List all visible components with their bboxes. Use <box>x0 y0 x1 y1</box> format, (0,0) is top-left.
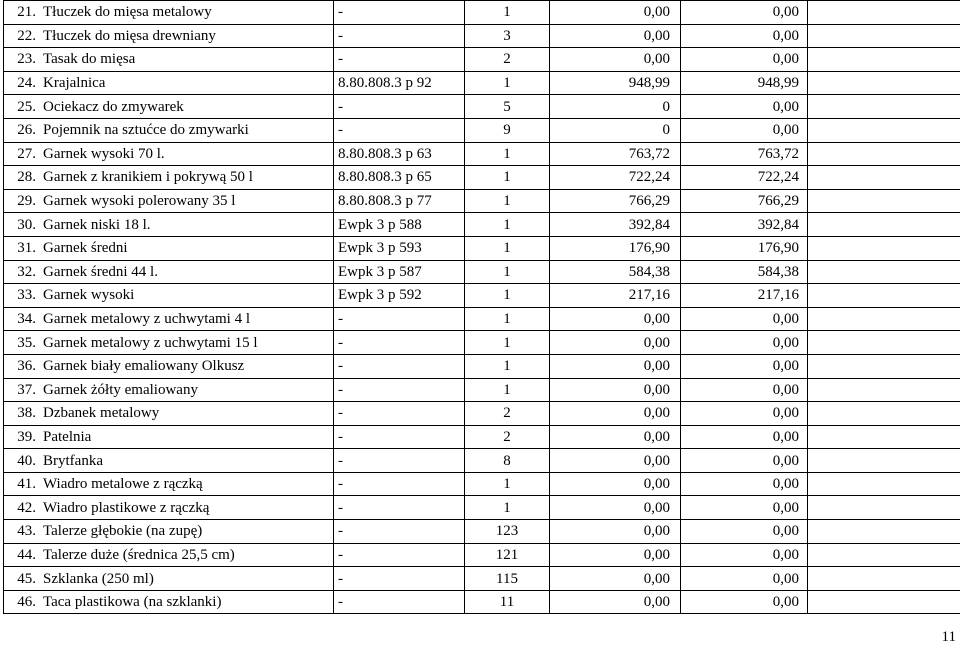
unit-price: 217,16 <box>550 284 681 308</box>
empty-cell <box>808 142 960 166</box>
total-value: 0,00 <box>681 118 808 142</box>
standard-code: - <box>334 378 465 402</box>
item-name: Garnek metalowy z uchwytami 15 l <box>39 331 334 355</box>
unit-price: 0,00 <box>550 472 681 496</box>
total-value: 948,99 <box>681 71 808 95</box>
empty-cell <box>808 543 960 567</box>
empty-cell <box>808 354 960 378</box>
row-number: 44. <box>4 543 40 567</box>
table-row <box>4 71 960 95</box>
item-name: Brytfanka <box>39 449 334 473</box>
row-number: 32. <box>4 260 40 284</box>
inventory-table-body <box>4 1 960 614</box>
empty-cell <box>808 166 960 190</box>
total-value: 0,00 <box>681 520 808 544</box>
empty-cell <box>808 48 960 72</box>
item-name: Garnek wysoki polerowany 35 l <box>39 189 334 213</box>
unit-price: 0,00 <box>550 402 681 426</box>
empty-cell <box>808 71 960 95</box>
item-name: Garnek wysoki <box>39 284 334 308</box>
quantity: 1 <box>465 260 550 284</box>
item-name: Garnek wysoki 70 l. <box>39 142 334 166</box>
row-number: 33. <box>4 284 40 308</box>
table-row <box>4 189 960 213</box>
total-value: 722,24 <box>681 166 808 190</box>
empty-cell <box>808 307 960 331</box>
unit-price: 0,00 <box>550 567 681 591</box>
inventory-table <box>3 0 960 614</box>
table-row <box>4 331 960 355</box>
item-name: Garnek średni 44 l. <box>39 260 334 284</box>
table-row <box>4 213 960 237</box>
item-name: Garnek biały emaliowany Olkusz <box>39 354 334 378</box>
total-value: 584,38 <box>681 260 808 284</box>
unit-price: 0,00 <box>550 543 681 567</box>
unit-price: 0,00 <box>550 496 681 520</box>
empty-cell <box>808 520 960 544</box>
table-row <box>4 307 960 331</box>
standard-code: - <box>334 1 465 25</box>
empty-cell <box>808 118 960 142</box>
unit-price: 0 <box>550 95 681 119</box>
standard-code: - <box>334 590 465 614</box>
unit-price: 766,29 <box>550 189 681 213</box>
item-name: Wiadro metalowe z rączką <box>39 472 334 496</box>
standard-code: Ewpk 3 p 588 <box>334 213 465 237</box>
standard-code: 8.80.808.3 p 65 <box>334 166 465 190</box>
row-number: 25. <box>4 95 40 119</box>
quantity: 1 <box>465 307 550 331</box>
table-row <box>4 354 960 378</box>
item-name: Wiadro plastikowe z rączką <box>39 496 334 520</box>
row-number: 36. <box>4 354 40 378</box>
empty-cell <box>808 24 960 48</box>
table-row <box>4 95 960 119</box>
standard-code: - <box>334 543 465 567</box>
empty-cell <box>808 567 960 591</box>
total-value: 0,00 <box>681 307 808 331</box>
unit-price: 948,99 <box>550 71 681 95</box>
standard-code: 8.80.808.3 p 92 <box>334 71 465 95</box>
empty-cell <box>808 378 960 402</box>
unit-price: 176,90 <box>550 236 681 260</box>
quantity: 8 <box>465 449 550 473</box>
unit-price: 0,00 <box>550 1 681 25</box>
row-number: 41. <box>4 472 40 496</box>
item-name: Garnek żółty emaliowany <box>39 378 334 402</box>
unit-price: 0,00 <box>550 354 681 378</box>
table-row <box>4 48 960 72</box>
quantity: 2 <box>465 402 550 426</box>
unit-price: 0,00 <box>550 24 681 48</box>
total-value: 0,00 <box>681 496 808 520</box>
row-number: 27. <box>4 142 40 166</box>
row-number: 45. <box>4 567 40 591</box>
quantity: 1 <box>465 166 550 190</box>
item-name: Garnek metalowy z uchwytami 4 l <box>39 307 334 331</box>
unit-price: 0,00 <box>550 378 681 402</box>
empty-cell <box>808 260 960 284</box>
table-row <box>4 590 960 614</box>
row-number: 37. <box>4 378 40 402</box>
item-name: Talerze głębokie (na zupę) <box>39 520 334 544</box>
standard-code: Ewpk 3 p 593 <box>334 236 465 260</box>
quantity: 1 <box>465 1 550 25</box>
row-number: 35. <box>4 331 40 355</box>
table-row <box>4 520 960 544</box>
unit-price: 0,00 <box>550 520 681 544</box>
total-value: 763,72 <box>681 142 808 166</box>
total-value: 0,00 <box>681 567 808 591</box>
row-number: 40. <box>4 449 40 473</box>
standard-code: 8.80.808.3 p 77 <box>334 189 465 213</box>
empty-cell <box>808 284 960 308</box>
empty-cell <box>808 472 960 496</box>
standard-code: - <box>334 425 465 449</box>
item-name: Garnek średni <box>39 236 334 260</box>
table-row <box>4 236 960 260</box>
total-value: 0,00 <box>681 354 808 378</box>
empty-cell <box>808 331 960 355</box>
item-name: Garnek niski 18 l. <box>39 213 334 237</box>
total-value: 0,00 <box>681 378 808 402</box>
unit-price: 0,00 <box>550 307 681 331</box>
table-row <box>4 425 960 449</box>
unit-price: 0,00 <box>550 590 681 614</box>
table-row <box>4 378 960 402</box>
table-row <box>4 166 960 190</box>
table-row <box>4 260 960 284</box>
empty-cell <box>808 236 960 260</box>
empty-cell <box>808 496 960 520</box>
quantity: 1 <box>465 189 550 213</box>
item-name: Krajalnica <box>39 71 334 95</box>
quantity: 1 <box>465 331 550 355</box>
standard-code: - <box>334 118 465 142</box>
row-number: 38. <box>4 402 40 426</box>
standard-code: - <box>334 24 465 48</box>
item-name: Szklanka (250 ml) <box>39 567 334 591</box>
unit-price: 392,84 <box>550 213 681 237</box>
total-value: 0,00 <box>681 543 808 567</box>
total-value: 217,16 <box>681 284 808 308</box>
row-number: 43. <box>4 520 40 544</box>
quantity: 11 <box>465 590 550 614</box>
item-name: Patelnia <box>39 425 334 449</box>
standard-code: - <box>334 449 465 473</box>
table-row <box>4 402 960 426</box>
table-row <box>4 1 960 25</box>
row-number: 46. <box>4 590 40 614</box>
item-name: Tłuczek do mięsa drewniany <box>39 24 334 48</box>
row-number: 34. <box>4 307 40 331</box>
quantity: 2 <box>465 425 550 449</box>
table-row <box>4 496 960 520</box>
total-value: 766,29 <box>681 189 808 213</box>
unit-price: 0,00 <box>550 48 681 72</box>
quantity: 2 <box>465 48 550 72</box>
total-value: 0,00 <box>681 331 808 355</box>
row-number: 42. <box>4 496 40 520</box>
row-number: 22. <box>4 24 40 48</box>
unit-price: 584,38 <box>550 260 681 284</box>
total-value: 0,00 <box>681 24 808 48</box>
quantity: 1 <box>465 71 550 95</box>
total-value: 0,00 <box>681 590 808 614</box>
standard-code: - <box>334 496 465 520</box>
table-row <box>4 567 960 591</box>
row-number: 24. <box>4 71 40 95</box>
row-number: 26. <box>4 118 40 142</box>
quantity: 1 <box>465 496 550 520</box>
total-value: 176,90 <box>681 236 808 260</box>
total-value: 0,00 <box>681 1 808 25</box>
unit-price: 763,72 <box>550 142 681 166</box>
standard-code: - <box>334 307 465 331</box>
total-value: 0,00 <box>681 402 808 426</box>
row-number: 28. <box>4 166 40 190</box>
item-name: Talerze duże (średnica 25,5 cm) <box>39 543 334 567</box>
item-name: Pojemnik na sztućce do zmywarki <box>39 118 334 142</box>
table-row <box>4 142 960 166</box>
unit-price: 0,00 <box>550 449 681 473</box>
table-row <box>4 449 960 473</box>
quantity: 1 <box>465 378 550 402</box>
row-number: 21. <box>4 1 40 25</box>
empty-cell <box>808 402 960 426</box>
item-name: Taca plastikowa (na szklanki) <box>39 590 334 614</box>
total-value: 392,84 <box>681 213 808 237</box>
standard-code: - <box>334 472 465 496</box>
standard-code: 8.80.808.3 p 63 <box>334 142 465 166</box>
empty-cell <box>808 1 960 25</box>
quantity: 115 <box>465 567 550 591</box>
item-name: Tłuczek do mięsa metalowy <box>39 1 334 25</box>
unit-price: 0,00 <box>550 331 681 355</box>
item-name: Garnek z kranikiem i pokrywą 50 l <box>39 166 334 190</box>
quantity: 1 <box>465 472 550 496</box>
table-row <box>4 472 960 496</box>
standard-code: - <box>334 354 465 378</box>
standard-code: Ewpk 3 p 592 <box>334 284 465 308</box>
empty-cell <box>808 95 960 119</box>
total-value: 0,00 <box>681 425 808 449</box>
quantity: 1 <box>465 284 550 308</box>
total-value: 0,00 <box>681 95 808 119</box>
quantity: 1 <box>465 236 550 260</box>
unit-price: 0 <box>550 118 681 142</box>
row-number: 29. <box>4 189 40 213</box>
empty-cell <box>808 425 960 449</box>
standard-code: - <box>334 95 465 119</box>
quantity: 121 <box>465 543 550 567</box>
total-value: 0,00 <box>681 449 808 473</box>
table-row <box>4 284 960 308</box>
empty-cell <box>808 449 960 473</box>
quantity: 123 <box>465 520 550 544</box>
item-name: Tasak do mięsa <box>39 48 334 72</box>
standard-code: - <box>334 331 465 355</box>
standard-code: - <box>334 520 465 544</box>
row-number: 39. <box>4 425 40 449</box>
empty-cell <box>808 590 960 614</box>
item-name: Dzbanek metalowy <box>39 402 334 426</box>
empty-cell <box>808 213 960 237</box>
unit-price: 722,24 <box>550 166 681 190</box>
total-value: 0,00 <box>681 48 808 72</box>
quantity: 3 <box>465 24 550 48</box>
quantity: 9 <box>465 118 550 142</box>
standard-code: Ewpk 3 p 587 <box>334 260 465 284</box>
empty-cell <box>808 189 960 213</box>
total-value: 0,00 <box>681 472 808 496</box>
unit-price: 0,00 <box>550 425 681 449</box>
item-name: Ociekacz do zmywarek <box>39 95 334 119</box>
table-row <box>4 543 960 567</box>
row-number: 30. <box>4 213 40 237</box>
quantity: 5 <box>465 95 550 119</box>
quantity: 1 <box>465 213 550 237</box>
standard-code: - <box>334 567 465 591</box>
standard-code: - <box>334 402 465 426</box>
table-row <box>4 118 960 142</box>
row-number: 31. <box>4 236 40 260</box>
table-row <box>4 24 960 48</box>
quantity: 1 <box>465 354 550 378</box>
quantity: 1 <box>465 142 550 166</box>
standard-code: - <box>334 48 465 72</box>
row-number: 23. <box>4 48 40 72</box>
page-number: 11 <box>941 629 956 645</box>
